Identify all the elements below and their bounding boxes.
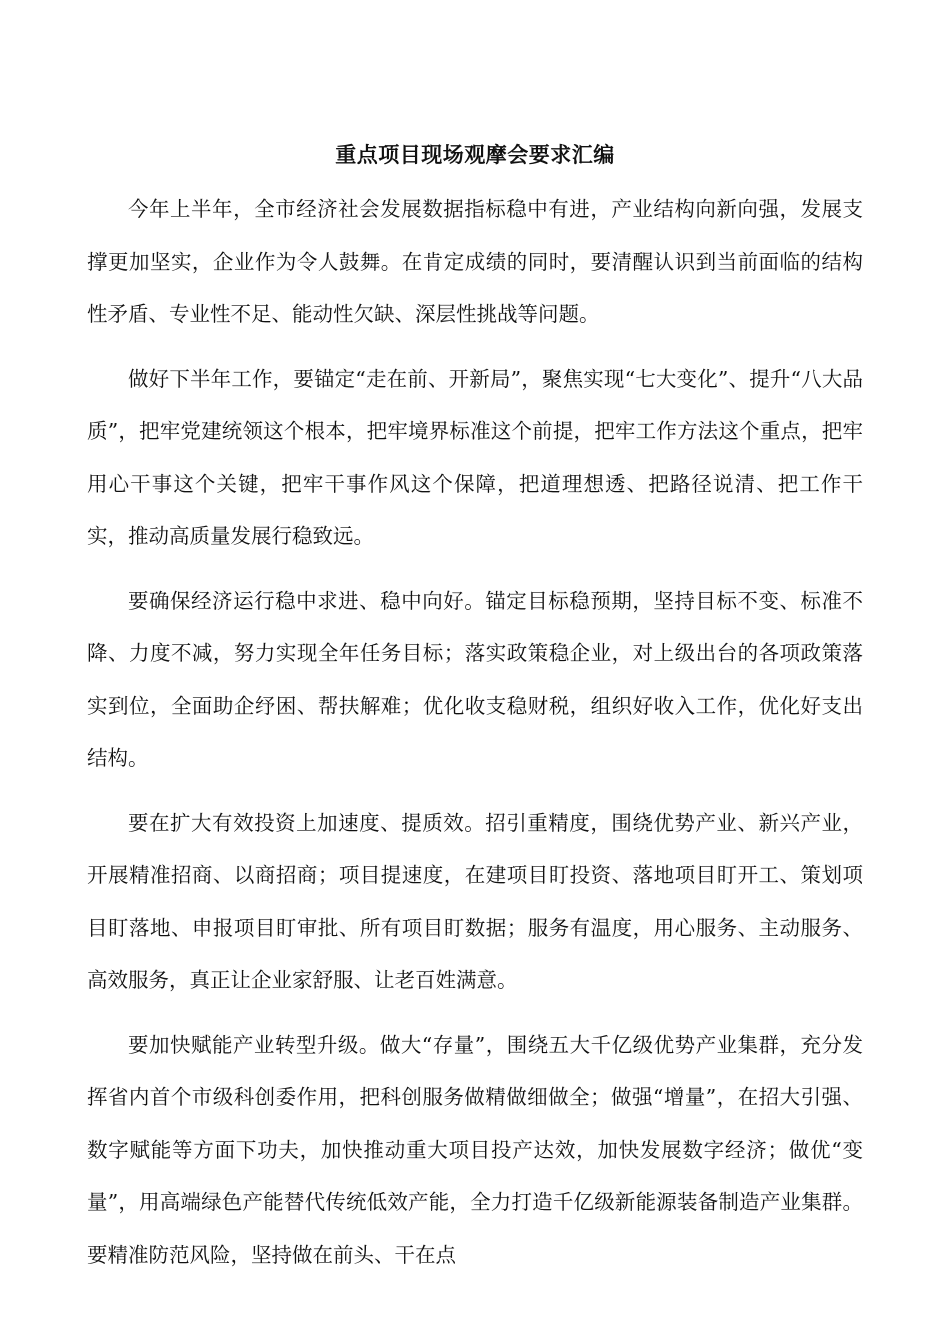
document-title: 重点项目现场观摩会要求汇编 (335, 142, 615, 167)
document-body (87, 183, 863, 1281)
paragraph-4: 要在扩大有效投资上加速度、提质效。招引重精度，围绕优势产业、新兴产业，开展精准招商、以商招商；项目提速度，在建项目盯投资、落地项目盯开工、策划项目盯落地、申报项目盯审批、所有项目盯数据；服务有温度，用心服务、主动服务、高效服务，真正让企业家舒服、让老百姓满意。 (87, 810, 863, 992)
paragraph-5: 要加快赋能产业转型升级。做大“存量”，围绕五大千亿级优势产业集群，充分发挥省内首个市级科创委作用，把科创服务做精做细做全；做强“增量”，在招大引强、数字赋能等方面下功夫，加快推动重大项目投产达效，加快发展数字经济；做优“变量”，用高端绿色产能替代传统低效产能，全力打造千亿级新能源装备制造产业集群。要精准防范风险，坚持做在前头、干在点 (87, 1032, 863, 1267)
paragraph-2: 做好下半年工作，要锚定“走在前、开新局”，聚焦实现“七大变化”、提升“八大品质”，把牢党建统领这个根本，把牢境界标准这个前提，把牢工作方法这个重点，把牢用心干事这个关键，把牢干事作风这个保障，把道理想透、把路径说清、把工作干实，推动高质量发展行稳致远。 (87, 366, 863, 548)
paragraph-1: 今年上半年，全市经济社会发展数据指标稳中有进，产业结构向新向强，发展支撑更加坚实，企业作为令人鼓舞。在肯定成绩的同时，要清醒认识到当前面临的结构性矛盾、专业性不足、能动性欠缺、深层性挑战等问题。 (87, 197, 863, 326)
paragraph-3: 要确保经济运行稳中求进、稳中向好。锚定目标稳预期，坚持目标不变、标准不降、力度不减，努力实现全年任务目标；落实政策稳企业，对上级出台的各项政策落实到位，全面助企纾困、帮扶解难；优化收支稳财税，组织好收入工作，优化好支出结构。 (87, 588, 863, 770)
